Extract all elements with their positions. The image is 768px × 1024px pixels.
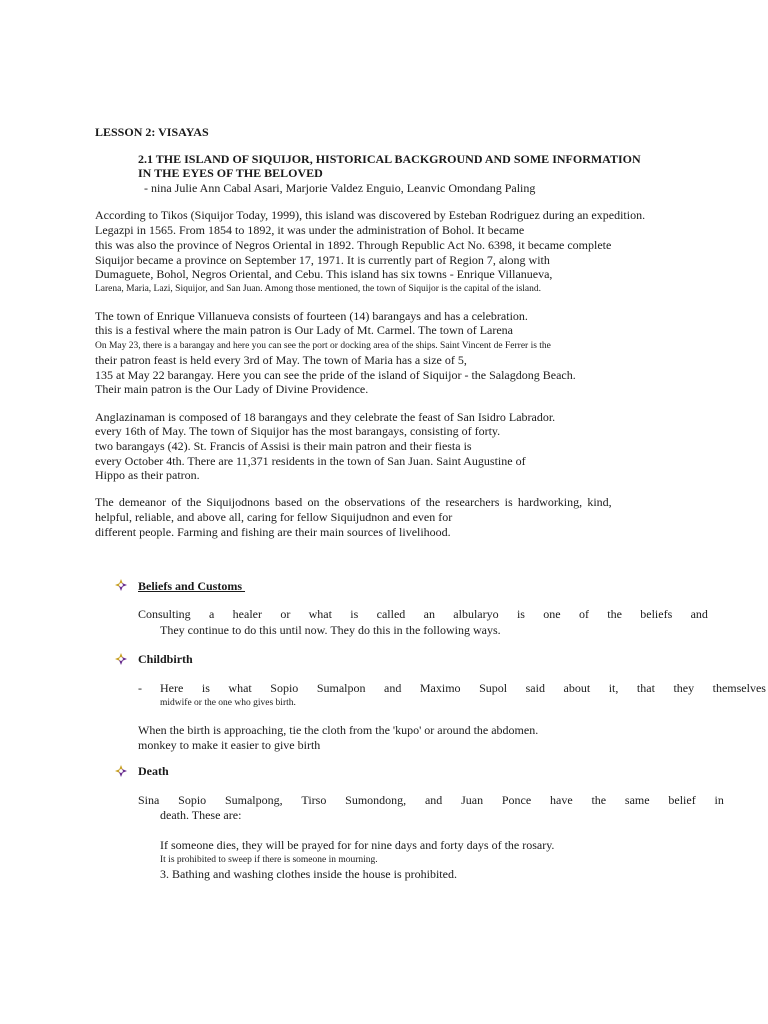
paragraph-line: Hippo as their patron. <box>95 468 200 482</box>
word: themselves <box>712 681 766 695</box>
death-item-2: It is prohibited to sweep if there is someone in mourning. <box>160 855 378 865</box>
word: a <box>209 607 215 621</box>
lesson-title: LESSON 2: VISAYAS <box>95 125 209 139</box>
word: or <box>280 607 291 621</box>
beliefs-line2: They continue to do this until now. They do this in the following ways. <box>160 623 501 637</box>
paragraph-line: two barangays (42). St. Francis of Assisi is their main patron and their fiesta is <box>95 439 472 453</box>
death-item-3: 3. Bathing and washing clothes inside the house is prohibited. <box>160 867 457 881</box>
beliefs-heading-text: Beliefs and Customs <box>138 579 243 593</box>
word: what <box>308 607 332 621</box>
beliefs-heading <box>138 579 294 593</box>
death-heading: Death <box>138 764 169 778</box>
paragraph-line: this is a festival where the main patron is Our Lady of Mt. Carmel. The town of Larena <box>95 323 513 337</box>
paragraph-line: Dumaguete, Bohol, Negros Oriental, and Cebu. This island has six towns - Enrique Villanueva, <box>95 267 553 281</box>
word: that <box>636 681 655 695</box>
word: and <box>690 607 708 621</box>
paragraph-line: The demeanor of the Siquijodnons based on the observations of the researchers is hardworking, kind, <box>95 495 612 509</box>
childbirth-line3: When the birth is approaching, tie the cloth from the 'kupo' or around the abdomen. <box>138 723 539 737</box>
paragraph-line: Legazpi in 1565. From 1854 to 1892, it was under the administration of Bohol. It became <box>95 223 525 237</box>
word: in <box>714 793 724 807</box>
word: Sumalpon <box>316 681 366 695</box>
word: what <box>228 681 252 695</box>
word: and <box>384 681 402 695</box>
word: said <box>525 681 545 695</box>
arrow-bullet-icon <box>115 579 127 591</box>
paragraph-line: Larena, Maria, Lazi, Siquijor, and San Juan. Among those mentioned, the town of Siquijor is the capital of the island. <box>95 284 542 294</box>
word: beliefs <box>640 607 673 621</box>
word: Sumondong, <box>345 793 407 807</box>
word: one <box>543 607 561 621</box>
paragraph-line: every 16th of May. The town of Siquijor has the most barangays, consisting of forty. <box>95 424 501 438</box>
word: it, <box>608 681 619 695</box>
paragraph-line: every October 4th. There are 11,371 residents in the town of San Juan. Saint Augustine of <box>95 454 526 468</box>
paragraph-line-justified <box>95 495 643 509</box>
word: they <box>673 681 695 695</box>
beliefs-line1 <box>138 607 708 621</box>
word: healer <box>232 607 262 621</box>
childbirth-line1 <box>160 681 766 695</box>
word: Sina <box>138 793 160 807</box>
paragraph-line: helpful, reliable, and above all, caring for fellow Siquijudnon and even for <box>95 510 453 524</box>
word: Sopio <box>270 681 299 695</box>
paragraph-line: On May 23, there is a barangay and here you can see the port or docking area of the ships. Saint Vincent de Ferrer is the <box>95 341 551 351</box>
paragraph-line: The town of Enrique Villanueva consists of fourteen (14) barangays and has a celebration. <box>95 309 528 323</box>
word: Juan <box>461 793 484 807</box>
word: Sopio <box>178 793 207 807</box>
word: have <box>550 793 573 807</box>
death-item-1: If someone dies, they will be prayed for for nine days and forty days of the rosary. <box>160 838 555 852</box>
section-heading-line2: IN THE EYES OF THE BELOVED <box>138 166 323 180</box>
paragraph-line: According to Tikos (Siquijor Today, 1999), this island was discovered by Esteban Rodriguez during an expedition. <box>95 208 646 222</box>
arrow-bullet-icon <box>115 765 127 777</box>
word: Ponce <box>501 793 532 807</box>
word: of <box>578 607 589 621</box>
death-line1 <box>138 793 724 807</box>
word: is <box>516 607 525 621</box>
word: belief <box>668 793 696 807</box>
death-line2: death. These are: <box>160 808 242 822</box>
childbirth-line4: monkey to make it easier to give birth <box>138 738 321 752</box>
paragraph-line: 135 at May 22 barangay. Here you can see the pride of the island of Siquijor - the Salagdong Beach. <box>95 368 576 382</box>
word: Sumalpong, <box>224 793 283 807</box>
word: an <box>423 607 435 621</box>
section-heading-line1: 2.1 THE ISLAND OF SIQUIJOR, HISTORICAL BACKGROUND AND SOME INFORMATION <box>138 152 641 166</box>
word: the <box>591 793 607 807</box>
word: the <box>607 607 622 621</box>
paragraph-line: Siquijor became a province on September 17, 1971. It is currently part of Region 7, along with <box>95 253 550 267</box>
word: Tirso <box>301 793 327 807</box>
childbirth-line2: midwife or the one who gives birth. <box>160 698 296 708</box>
arrow-bullet-icon <box>115 653 127 665</box>
childbirth-heading: Childbirth <box>138 652 193 666</box>
word: Consulting <box>138 607 191 621</box>
list-dash: - <box>138 681 142 695</box>
heading-underline-tail <box>242 579 294 593</box>
paragraph-line: this was also the province of Negros Oriental in 1892. Through Republic Act No. 6398, it became complete <box>95 238 612 252</box>
authors-line: - nina Julie Ann Cabal Asari, Marjorie Valdez Enguio, Leanvic Omondang Paling <box>144 181 536 195</box>
word: Maximo <box>419 681 461 695</box>
paragraph-line: different people. Farming and fishing are their main sources of livelihood. <box>95 525 451 539</box>
paragraph-line: their patron feast is held every 3rd of May. The town of Maria has a size of 5, <box>95 353 467 367</box>
word: albularyo <box>453 607 499 621</box>
word: and <box>424 793 443 807</box>
word: called <box>376 607 406 621</box>
word: about <box>563 681 591 695</box>
word: Supol <box>479 681 508 695</box>
word: is <box>201 681 210 695</box>
word: same <box>624 793 650 807</box>
word: Here <box>160 681 184 695</box>
paragraph-line: Their main patron is the Our Lady of Divine Providence. <box>95 382 369 396</box>
word: is <box>350 607 359 621</box>
paragraph-line: Anglazinaman is composed of 18 barangays and they celebrate the feast of San Isidro Labrador. <box>95 410 556 424</box>
